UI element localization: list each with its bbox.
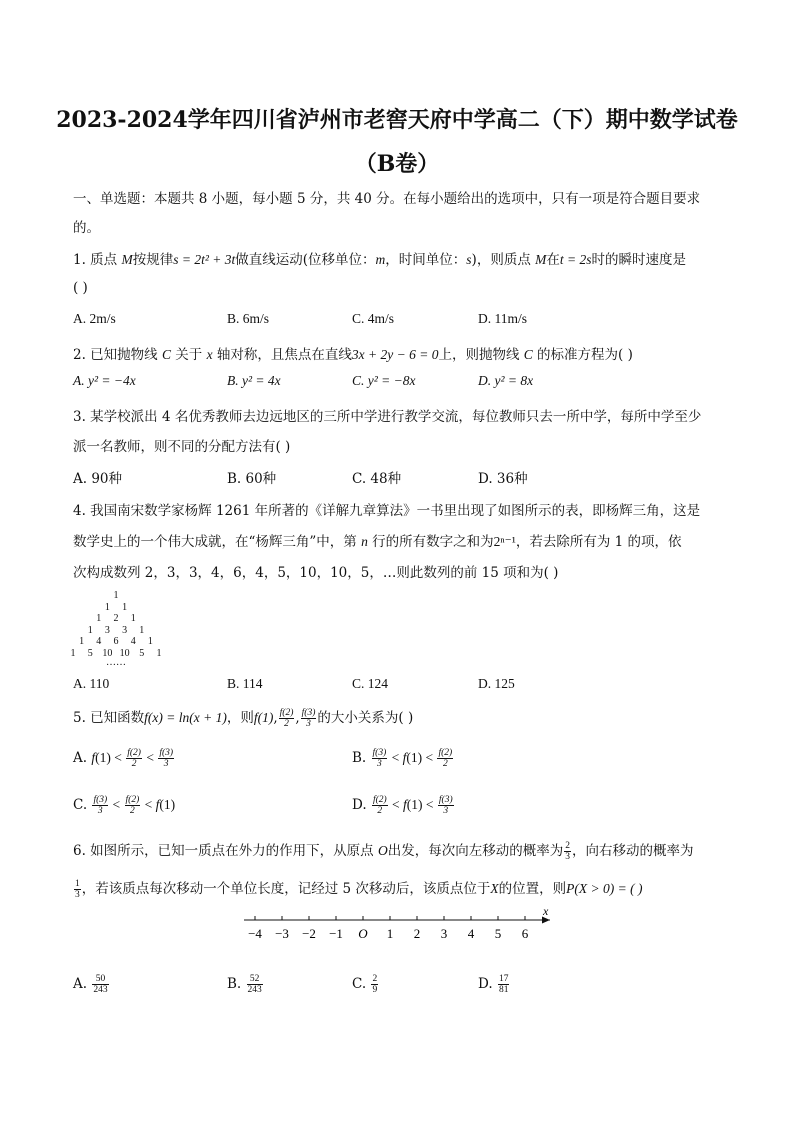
question-3-line1: 3. 某学校派出 4 名优秀教师去边远地区的三所中学进行教学交流，每位教师只去一所中学，每所中学至少 [73, 409, 702, 425]
triangle-entry: 1 [156, 647, 162, 659]
number-line-label: 1 [386, 926, 394, 941]
number-line-label: O [358, 926, 368, 941]
q2-option-b: B. y² = 4x [227, 373, 281, 388]
q1-option-a: A. 2m/s [73, 311, 116, 326]
triangle-entry: 10 [102, 647, 113, 659]
q2-option-c: C. y² = −8x [352, 373, 416, 388]
question-5-text: 5. 已知函数f(x) = ln(x + 1)，则f(1), $\frac{f(2)}{2}$ , $\frac{f(3)}{3}$ 的大小关系为( ) [73, 708, 414, 729]
triangle-entry: 3 [122, 624, 128, 636]
number-line-label: −4 [248, 926, 262, 941]
question-6-line2: $\frac{1}{3}$ ，若该质点每次移动一个单位长度，记经过 5 次移动后，该质点位于X的位置，则P(X > 0) = ( ) [75, 879, 643, 900]
q2-option-a: A. y² = −4x [73, 373, 136, 388]
q3-option-b: B. 60种 [227, 471, 277, 487]
question-1-paren: ( ) [73, 280, 88, 296]
triangle-entry: 10 [119, 647, 130, 659]
section-header-line2: 的。 [73, 220, 100, 236]
q5-option-c: C. $\frac{f(3)}{3}$ < $\frac{f(2)}{2}$ < f(1) [73, 795, 176, 816]
question-6-line1: 6. 如图所示，已知一质点在外力的作用下，从原点 O出发，每次向左移动的概率为 $\frac{2}{3}$ ，向右移动的概率为 [73, 841, 694, 862]
triangle-entry: 4 [130, 636, 136, 647]
q6-option-a: A. $\frac{50}{243}$ [73, 974, 108, 995]
question-4-line2: 数学史上的一个伟大成就，在“杨辉三角”中，第 n 行的所有数字之和为2ⁿ⁻¹，若去除所有为 1 的项，依 [73, 534, 682, 550]
triangle-continuation-dots: …… [106, 657, 126, 668]
triangle-entry: 4 [96, 636, 102, 647]
number-line-label: −3 [275, 926, 289, 941]
q5-option-d: D. $\frac{f(2)}{2}$ < f(1) < $\frac{f(3)}{3}$ [352, 795, 453, 816]
q6-option-b: B. $\frac{52}{243}$ [227, 974, 262, 995]
triangle-entry: 1 [130, 613, 136, 624]
question-4-line1: 4. 我国南宋数学家杨辉 1261 年所著的《详解九章算法》一书里出现了如图所示的表，即杨辉三角，这是 [73, 503, 701, 519]
triangle-entry: 1 [79, 636, 85, 647]
number-line-label: 4 [467, 926, 475, 941]
triangle-entry: 1 [87, 624, 93, 636]
triangle-entry: 5 [139, 647, 145, 659]
q4-option-b: B. 114 [227, 676, 263, 691]
q3-option-d: D. 36种 [478, 471, 528, 487]
triangle-entry: 1 [104, 601, 110, 613]
q1-option-d: D. 11m/s [478, 311, 528, 326]
triangle-entry: 1 [96, 613, 102, 624]
question-3-line2: 派一名教师，则不同的分配方法有( ) [73, 439, 291, 455]
q4-option-a: A. 110 [73, 676, 110, 691]
q5-option-a: A. f(1) < $\frac{f(2)}{2}$ < $\frac{f(3)}{3}$ [73, 748, 174, 769]
q1-option-b: B. 6m/s [227, 311, 270, 326]
q2-option-d: D. y² = 8x [478, 373, 534, 388]
q5-option-b: B. $\frac{f(3)}{3}$ < f(1) < $\frac{f(2)}{2}$ [352, 748, 453, 769]
triangle-entry: 5 [87, 647, 93, 659]
triangle-entry: 2 [113, 613, 119, 624]
number-line-label: −1 [329, 926, 343, 941]
q6-option-d: D. $\frac{17}{81}$ [478, 974, 509, 995]
number-line-figure [238, 904, 558, 946]
yang-hui-triangle-figure [70, 590, 170, 668]
triangle-entry: 6 [113, 636, 119, 647]
triangle-entry: 1 [122, 601, 128, 613]
exam-title-line1: 2023-2024学年四川省泸州市老窖天府中学高二（下）期中数学试卷 [56, 107, 738, 133]
exam-title-line2: （B卷） [354, 151, 440, 177]
number-line-label: 3 [440, 926, 448, 941]
q3-option-a: A. 90种 [73, 471, 123, 487]
section-header-line1: 一、单选题：本题共 8 小题，每小题 5 分，共 40 分。在每小题给出的选项中，只有一项是符合题目要求 [73, 191, 701, 207]
triangle-entry: 1 [70, 647, 76, 659]
axis-name-x: x [543, 904, 549, 918]
triangle-entry: 1 [139, 624, 145, 636]
question-1-text: 1. 质点 M按规律s = 2t² + 3t做直线运动(位移单位：m，时间单位：s)，则质点 M在t = 2s时的瞬时速度是 [73, 252, 686, 268]
triangle-entry: 3 [104, 624, 110, 636]
number-line-label: 2 [413, 926, 421, 941]
triangle-entry: 1 [147, 636, 153, 647]
triangle-entry: 1 [113, 590, 119, 601]
q3-option-c: C. 48种 [352, 471, 402, 487]
question-2-text: 2. 已知抛物线 C 关于 x 轴对称，且焦点在直线3x + 2y − 6 = 0上，则抛物线 C 的标准方程为( ) [73, 347, 633, 363]
number-line-label: −2 [302, 926, 316, 941]
q6-option-c: C. $\frac{2}{9}$ [352, 974, 378, 995]
q1-option-c: C. 4m/s [352, 311, 395, 326]
q4-option-d: D. 125 [478, 676, 515, 691]
number-line-label: 6 [521, 926, 529, 941]
number-line-label: 5 [494, 926, 502, 941]
q4-option-c: C. 124 [352, 676, 389, 691]
question-4-line3: 次构成数列 2，3，3，4，6，4，5，10，10，5，…则此数列的前 15 项和为( ) [73, 565, 559, 581]
